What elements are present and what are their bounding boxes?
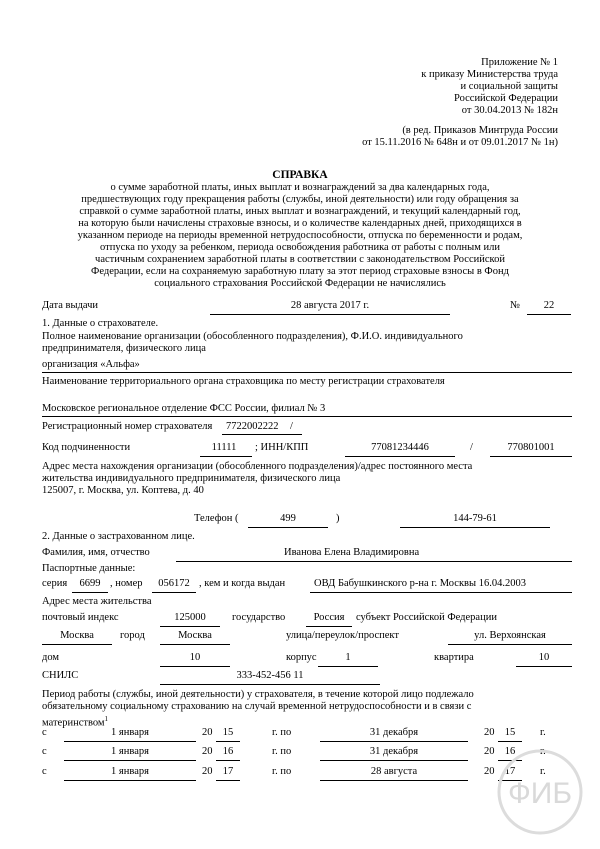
region-underline: [42, 644, 112, 645]
kpp-underline: [490, 456, 572, 457]
subtitle-line: предшествующих году прекращения работы (службы, иной деятельности) или году обращения за: [81, 194, 519, 205]
street-underline: [448, 644, 572, 645]
snils-label: СНИЛС: [42, 670, 79, 681]
period-from-year[interactable]: 17: [222, 766, 234, 777]
passport-number-label: , номер: [110, 578, 143, 589]
period-to-value[interactable]: 31 декабря: [369, 727, 419, 738]
period-from-label: с: [42, 746, 47, 757]
postcode-underline: [160, 626, 220, 627]
appendix-line: Приложение № 1: [481, 57, 558, 68]
period-year-suffix: г.: [540, 727, 546, 738]
appendix-line: и социальной защиты: [460, 81, 558, 92]
reg-number-underline: [222, 434, 302, 435]
period-year-prefix: 20: [484, 727, 495, 738]
period-to-year-underline: [498, 741, 522, 742]
period-year-prefix: 20: [202, 727, 213, 738]
city-underline: [160, 644, 230, 645]
period-text: обязательному социальному страхованию на случай временной нетрудоспособности и в связи с: [42, 701, 472, 712]
country-label: государство: [232, 612, 286, 623]
period-to-underline: [320, 780, 468, 781]
passport-number-underline: [152, 592, 196, 593]
period-year-prefix: 20: [202, 746, 213, 757]
period-to-label: г. по: [272, 727, 292, 738]
passport-series-label: серия: [42, 578, 68, 589]
period-to-value[interactable]: 31 декабря: [369, 746, 419, 757]
issue-date-label: Дата выдачи: [42, 300, 99, 311]
footnote-mark: 1: [104, 715, 109, 723]
city-value[interactable]: Москва: [178, 630, 212, 641]
appendix-line: от 30.04.2013 № 182н: [461, 105, 558, 116]
watermark-text: ФИБ: [507, 777, 573, 810]
inn-kpp-label: ; ИНН/КПП: [255, 442, 309, 453]
passport-label: Паспортные данные:: [42, 563, 136, 574]
snils-value[interactable]: 333-452-456 11: [236, 670, 304, 681]
territorial-body-underline: [42, 416, 572, 417]
period-from-year[interactable]: 15: [222, 727, 234, 738]
insurer-name-label: предпринимателя, физического лица: [42, 343, 206, 354]
period-from-value[interactable]: 1 января: [111, 727, 149, 738]
period-to-year[interactable]: 16: [504, 746, 516, 757]
period-from-value[interactable]: 1 января: [111, 766, 149, 777]
period-year-prefix: 20: [202, 766, 213, 777]
postcode-label: почтовый индекс: [42, 612, 119, 623]
inn-underline: [345, 456, 455, 457]
period-to-underline: [320, 760, 468, 761]
subtitle-line: справкой о сумме заработной платы, иных выплат и вознаграждений, и текущий календарный год,: [79, 206, 521, 217]
inn-value[interactable]: 77081234446: [371, 442, 429, 453]
residence-label: Адрес места жительства: [42, 596, 152, 607]
period-from-year-underline: [216, 741, 240, 742]
phone-underline: [400, 527, 550, 528]
period-to-label: г. по: [272, 766, 292, 777]
flat-value[interactable]: 10: [538, 652, 550, 663]
subtitle-line: на которую были начислены страховые взносы, и о количестве календарных дней, приходящихся в: [78, 218, 522, 229]
subtitle-line: указанном периоде на периоды временной нетрудоспособности, отпуска по беременности и родам,: [77, 230, 523, 241]
reg-number-value[interactable]: 7722002222: [226, 421, 279, 432]
territorial-body-value[interactable]: Московское региональное отделение ФСС России, филиал № 3: [42, 403, 326, 414]
fio-label: Фамилия, имя, отчество: [42, 547, 150, 558]
period-year-suffix: г.: [540, 746, 546, 757]
document-title: СПРАВКА: [272, 169, 328, 181]
section-2-heading: 2. Данные о застрахованном лице.: [42, 531, 195, 542]
subtitle-line: частичным сохранением заработной платы в соответствии с законодательством Российской: [95, 254, 505, 265]
subordination-code-underline: [200, 456, 252, 457]
street-value[interactable]: ул. Верхоянская: [474, 630, 546, 641]
inn-kpp-slash: /: [470, 442, 473, 453]
snils-underline: [160, 684, 380, 685]
subordination-code-label: Код подчиненности: [42, 442, 131, 453]
period-text-maternity: материнством: [42, 717, 105, 729]
passport-series-underline: [72, 592, 108, 593]
period-to-label: г. по: [272, 746, 292, 757]
issue-number-label: №: [510, 300, 521, 311]
fio-underline: [176, 561, 572, 562]
passport-issued-underline: [310, 592, 572, 593]
phone-code-value[interactable]: 499: [280, 513, 296, 524]
issue-date-value[interactable]: 28 августа 2017 г.: [290, 300, 370, 311]
subtitle-line: о сумме заработной платы, иных выплат и вознаграждений за два календарных года,: [110, 182, 490, 193]
phone-close-paren: ): [336, 513, 340, 524]
subtitle-line: социального страхования Российской Федерации не начислялись: [154, 278, 446, 289]
period-from-year[interactable]: 16: [222, 746, 234, 757]
flat-underline: [516, 666, 572, 667]
address-label: Адрес места нахождения организации (обособленного подразделения)/адрес постоянного места: [42, 461, 473, 472]
country-underline: [306, 626, 352, 627]
insurer-name-underline: [42, 372, 572, 373]
period-to-underline: [320, 741, 468, 742]
amendment-line: от 15.11.2016 № 648н и от 09.01.2017 № 1н): [362, 137, 558, 148]
street-label: улица/переулок/проспект: [286, 630, 399, 641]
period-text: Период работы (службы, иной деятельности) у страхователя, в течение которой лицо подлежало: [42, 689, 474, 700]
period-year-prefix: 20: [484, 766, 495, 777]
subtitle-line: отпуска по уходу за ребенком, периода освобождения работника от работы с полным или: [100, 242, 500, 253]
issue-date-underline: [210, 314, 450, 315]
passport-number-value[interactable]: 056172: [158, 578, 190, 589]
reg-number-slash: /: [290, 421, 293, 432]
issue-number-underline: [527, 314, 571, 315]
subtitle-line: Федерации, если на сохраняемую заработную плату за этот период страховые взносы в Фонд: [91, 266, 509, 277]
city-label: город: [120, 630, 145, 641]
period-from-underline: [64, 780, 196, 781]
period-to-year[interactable]: 17: [504, 766, 516, 777]
fio-value[interactable]: Иванова Елена Владимировна: [284, 547, 420, 558]
passport-issued-value[interactable]: ОВД Бабушкинского р-на г. Москвы 16.04.2003: [314, 578, 526, 589]
insurer-name-label: Полное наименование организации (обособленного подразделения), Ф.И.О. индивидуального: [42, 331, 463, 342]
flat-label: квартира: [434, 652, 474, 663]
period-year-prefix: 20: [484, 746, 495, 757]
house-underline: [160, 666, 230, 667]
appendix-line: к приказу Министерства труда: [421, 69, 558, 80]
period-from-year-underline: [216, 780, 240, 781]
passport-issued-label: , кем и когда выдан: [199, 578, 286, 589]
house-value[interactable]: 10: [189, 652, 201, 663]
period-from-underline: [64, 760, 196, 761]
period-to-value[interactable]: 28 августа: [370, 766, 418, 777]
issue-number-value[interactable]: 22: [543, 300, 555, 311]
appendix-line: Российской Федерации: [454, 93, 558, 104]
house-label: дом: [42, 652, 60, 663]
period-to-year[interactable]: 15: [504, 727, 516, 738]
country-value[interactable]: Россия: [313, 612, 345, 623]
block-value[interactable]: 1: [345, 652, 351, 663]
phone-label: Телефон (: [194, 513, 239, 524]
watermark-logo: [496, 748, 584, 836]
reg-number-label: Регистрационный номер страхователя: [42, 421, 213, 432]
kpp-value[interactable]: 770801001: [507, 442, 555, 453]
subordination-code-value[interactable]: 11111: [211, 442, 237, 453]
address-value[interactable]: 125007, г. Москва, ул. Коптева, д. 40: [42, 485, 204, 496]
territorial-body-label: Наименование территориального органа страховщика по месту регистрации страхователя: [42, 376, 445, 387]
postcode-value[interactable]: 125000: [174, 612, 206, 623]
period-from-value[interactable]: 1 января: [111, 746, 149, 757]
block-underline: [318, 666, 378, 667]
period-from-underline: [64, 741, 196, 742]
period-from-year-underline: [216, 760, 240, 761]
period-year-suffix: г.: [540, 766, 546, 777]
period-from-label: с: [42, 727, 47, 738]
insurer-name-value[interactable]: организация «Альфа»: [42, 359, 140, 370]
region-value[interactable]: Москва: [60, 630, 94, 641]
address-label: жительства индивидуального предпринимателя, физического лица: [42, 473, 341, 484]
phone-code-underline: [248, 527, 328, 528]
period-from-label: с: [42, 766, 47, 777]
phone-value[interactable]: 144-79-61: [453, 513, 497, 524]
passport-series-value[interactable]: 6699: [79, 578, 101, 589]
subject-label: субъект Российской Федерации: [356, 612, 497, 623]
section-1-heading: 1. Данные о страхователе.: [42, 318, 159, 329]
block-label: корпус: [286, 652, 317, 663]
amendment-line: (в ред. Приказов Минтруда России: [402, 125, 558, 136]
